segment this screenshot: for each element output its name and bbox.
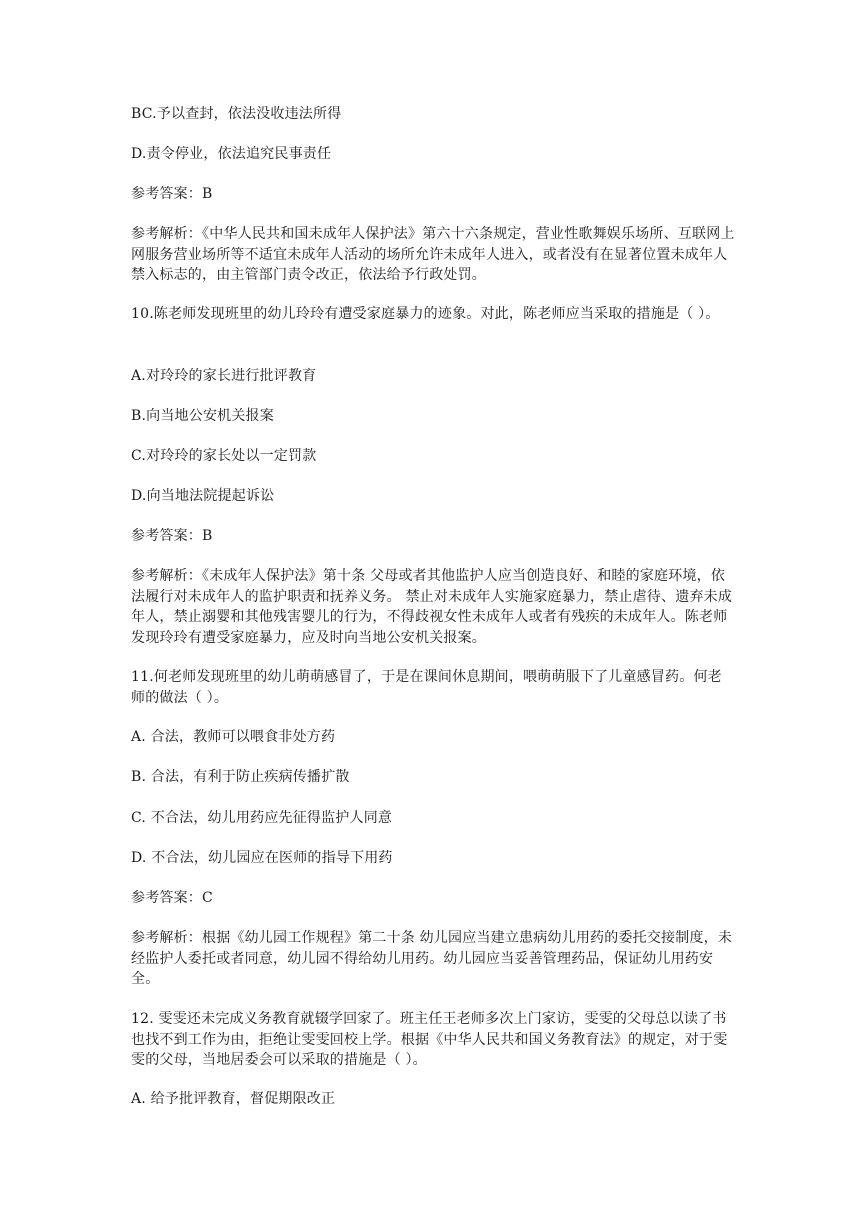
question-10: 10.陈老师发现班里的幼儿玲玲有遭受家庭暴力的迹象。对此，陈老师应当采取的措施是（ ）。: [131, 306, 720, 322]
answer-11: 参考答案：C: [131, 890, 213, 906]
answer-10: 参考答案：B: [131, 528, 213, 544]
option-bc: BC.予以查封，依法没收违法所得: [131, 106, 342, 122]
q11-option-d: D. 不合法，幼儿园应在医师的指导下用药: [131, 850, 393, 866]
explanation-9: 参考解析：《中华人民共和国未成年人保护法》第六十六条规定，营业性歌舞娱乐场所、互联网上网服务营业场所等不适宜未成年人活动的场所允许未成年人进入，或者没有在显著位置未成年人禁入标志的，由主管部门责令改正，依法给予行政处罚。: [131, 226, 735, 283]
q10-option-b: B.向当地公安机关报案: [131, 408, 274, 424]
q10-option-d: D.向当地法院提起诉讼: [131, 488, 275, 504]
q10-option-a: A.对玲玲的家长进行批评教育: [131, 368, 317, 384]
answer-9: 参考答案：B: [131, 186, 213, 202]
option-d: D.责令停业，依法追究民事责任: [131, 146, 332, 162]
q11-option-a: A. 合法，教师可以喂食非处方药: [131, 729, 336, 745]
q11-option-c: C. 不合法，幼儿用药应先征得监护人同意: [131, 810, 393, 826]
question-11: 11.何老师发现班里的幼儿萌萌感冒了，于是在课间休息期间，喂萌萌服下了儿童感冒药。何老师的做法（ ）。: [131, 669, 722, 706]
explanation-11: 参考解析：根据《幼儿园工作规程》第二十条 幼儿园应当建立患病幼儿用药的委托交接制度，未经监护人委托或者同意，幼儿园不得给幼儿用药。幼儿园应当妥善管理药品，保证幼儿用药安全。: [131, 930, 733, 987]
q11-option-b: B. 合法，有利于防止疾病传播扩散: [131, 769, 350, 785]
question-12: 12. 雯雯还未完成义务教育就辍学回家了。班主任王老师多次上门家访，雯雯的父母总以读了书也找不到工作为由，拒绝让雯雯回校上学。根据《中华人民共和国义务教育法》的规定，对于雯雯的父母，当地居委会可以采取的措施是（ ）。: [131, 1011, 728, 1068]
q10-option-c: C.对玲玲的家长处以一定罚款: [131, 448, 317, 464]
explanation-10: 参考解析：《未成年人保护法》第十条 父母或者其他监护人应当创造良好、和睦的家庭环境，依法履行对未成年人的监护职责和抚养义务。 禁止对未成年人实施家庭暴力，禁止虐待、遗弃未成年人，禁止溺婴和其他残害婴儿的行为，不得歧视女性未成年人或者有残疾的未成年人。陈老师发现玲玲有遭受家庭暴力，应及时向当地公安机关报案。: [131, 568, 733, 646]
q12-option-a: A. 给予批评教育，督促期限改正: [131, 1091, 336, 1107]
